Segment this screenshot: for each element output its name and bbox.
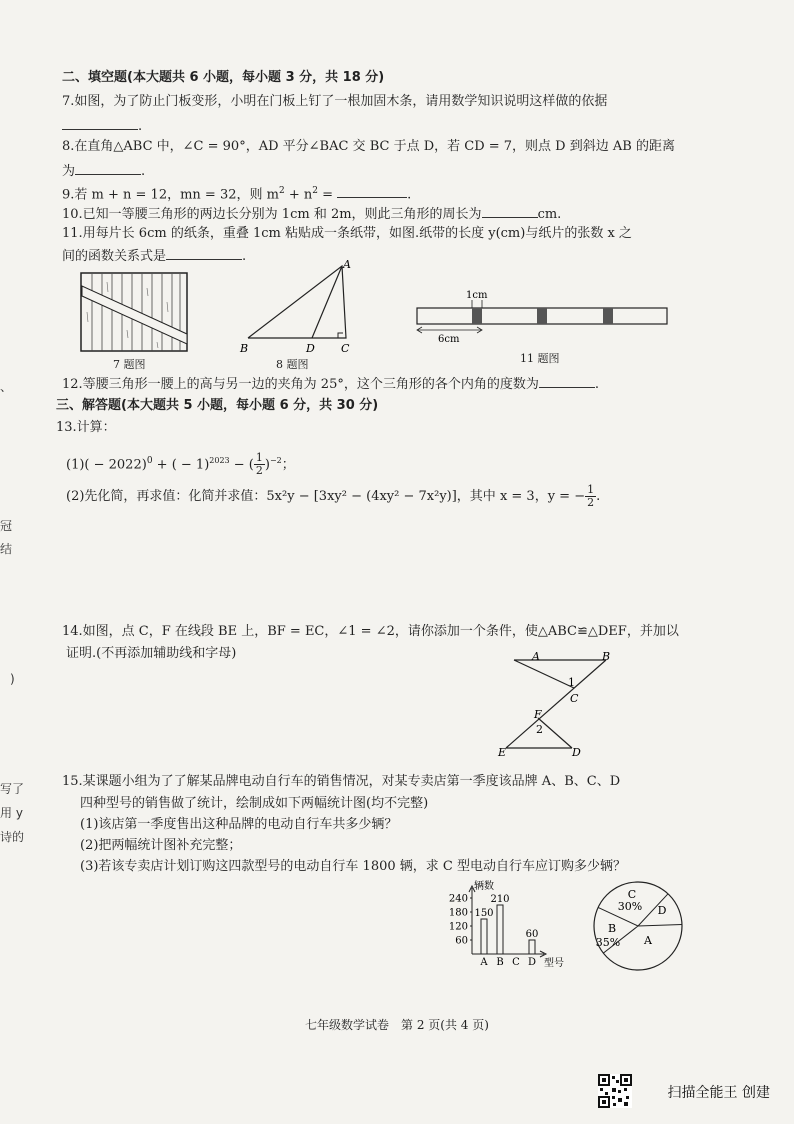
bar-chart-ytick-label: 240 [448,893,468,905]
q11-line1: 11.用每片长 6cm 的纸条，重叠 1cm 粘贴成一条纸带，如图.纸带的长度 y(cm)与纸片的张数 x 之 [62,226,632,241]
fig8-triangle-figure [238,258,358,356]
pie-slice-value: 35% [595,936,621,949]
pie-slice-label: B [607,922,617,935]
q14-label-2: 2 [536,723,543,736]
bar-chart-ytick-label: 120 [448,921,468,933]
pie-slice-label: C [627,888,637,901]
bar-chart-ytick-label: 180 [448,907,468,919]
q14-label-d: D [572,746,581,759]
bar-chart [432,878,582,970]
q14-figure [494,648,620,760]
pie-slice-value: 30% [617,900,643,913]
fig8-caption: 8 题图 [276,358,309,371]
fig8-label-b: B [240,342,249,355]
fig11-strip-figure [414,286,670,348]
edge-fragment: 结 [0,542,13,556]
q14-label-b: B [602,650,611,663]
bar-chart-category-label: A [480,957,488,968]
bar-chart-ytick-label: 60 [455,935,468,947]
q14-label-1: 1 [568,676,575,689]
bar-B [497,905,503,954]
edge-fragment: ) [10,672,15,686]
q9-text: 9.若 m + n = 12，mn = 32，则 $m^2 + n^2$ = . [62,186,412,203]
q11-line2: 间的函数关系式是 . [62,249,247,264]
q7-blank[interactable] [62,117,138,130]
fig7-door-figure [80,272,190,354]
fig8-label-c: C [341,342,350,355]
scanner-watermark: 扫描全能王 创建 [667,1085,770,1101]
fig8-label-d: D [306,342,315,355]
bar-value-label: 150 [474,908,494,919]
edge-fragment: 诗的 [0,830,25,844]
q7-answer: . [62,117,142,135]
q15-line2: 四种型号的销售做了统计，绘制成如下两幅统计图(均不完整) [80,796,429,811]
q9-blank[interactable] [337,185,407,198]
section2-heading: 二、填空题(本大题共 6 小题，每小题 3 分，共 18 分) [62,70,385,85]
pie-slice-edge [638,924,682,926]
q15-sub1: (1)该店第一季度售出这种品牌的电动自行车共多少辆？ [80,817,398,832]
bar-D [529,940,535,954]
q8-blank[interactable] [75,162,141,175]
q7-text: 7.如图，为了防止门板变形，小明在门板上钉了一根加固木条，请用数学知识说明这样做的依据 [62,94,608,109]
q12-blank[interactable] [539,375,595,388]
pie-slice-label: D [657,904,667,917]
bar-chart-category-label: D [527,957,537,968]
q13-part1: $(1)( - 2022)^0$ + ( − 1)$^{2023}$ − ( $\frac{1}{2}$ )$^{-2}$； [66,451,295,478]
page-footer: 七年级数学试卷 第 2 页(共 4 页) [305,1018,489,1032]
bar-chart-ylabel: 辆数 [474,881,494,892]
q14-label-e: E [498,746,507,759]
edge-fragment: 冠 [0,519,13,533]
pie-chart [590,878,686,974]
q8-line2: 为 . [62,164,146,179]
qr-code-icon [598,1074,632,1108]
bar-chart-xlabel: 型号 [544,958,564,969]
edge-fragment: 用 y [0,806,23,820]
pie-slice-label: A [644,934,652,947]
bar-value-label: 60 [525,929,539,940]
q14-label-a: A [532,650,540,663]
q15-sub2: (2)把两幅统计图补充完整； [80,838,242,853]
q14-line1: 14.如图，点 C，F 在线段 BE 上，BF = EC，∠1 = ∠2，请你添加一个条件，使△ABC≌△DEF，并加以 [62,624,679,639]
bar-chart-category-label: C [512,957,520,968]
q10-text: 10.已知一等腰三角形的两边长分别为 1cm 和 2m，则此三角形的周长为 cm. [62,207,562,222]
section3-heading: 三、解答题(本大题共 5 小题，每小题 6 分，共 30 分) [56,398,379,413]
q14-label-c: C [570,692,579,705]
bar-value-label: 210 [490,894,510,905]
q12-text: 12.等腰三角形一腰上的高与另一边的夹角为 25°，这个三角形的各个内角的度数为 . [62,377,599,392]
q15-line1: 15.某课题小组为了了解某品牌电动自行车的销售情况，对某专卖店第一季度该品牌 A、B、C、D [62,774,621,789]
fig11-caption: 11 题图 [520,352,560,365]
q13-title: 13.计算： [56,420,116,435]
q11-blank[interactable] [166,247,242,260]
fig11-label-length: 6cm [438,334,460,345]
q14-label-f: F [534,708,542,721]
fig11-label-overlap: 1cm [466,290,488,301]
q15-sub3: (3)若该专卖店计划订购这四款型号的电动自行车 1800 辆，求 C 型电动自行车应订购多少辆？ [80,859,626,874]
q8-line1: 8.在直角△ABC 中，∠C = 90°，AD 平分∠BAC 交 BC 于点 D，若 CD = 7，则点 D 到斜边 AB 的距离 [62,139,675,154]
edge-fragment: 、 [0,380,13,394]
q14-line2: 证明.(不再添加辅助线和字母) [66,646,237,661]
edge-fragment: 写了 [0,782,25,796]
fig7-caption: 7 题图 [113,358,146,371]
bar-A [481,919,487,954]
bar-chart-category-label: B [496,957,504,968]
q13-part2: (2)先化简，再求值：化简并求值：5x²y − [3xy² − (4xy² − 7x²y)]，其中 x = 3，y = − $\frac{1}{2}$ . [66,483,601,509]
q10-blank[interactable] [482,205,538,218]
fig8-label-a: A [343,258,351,271]
